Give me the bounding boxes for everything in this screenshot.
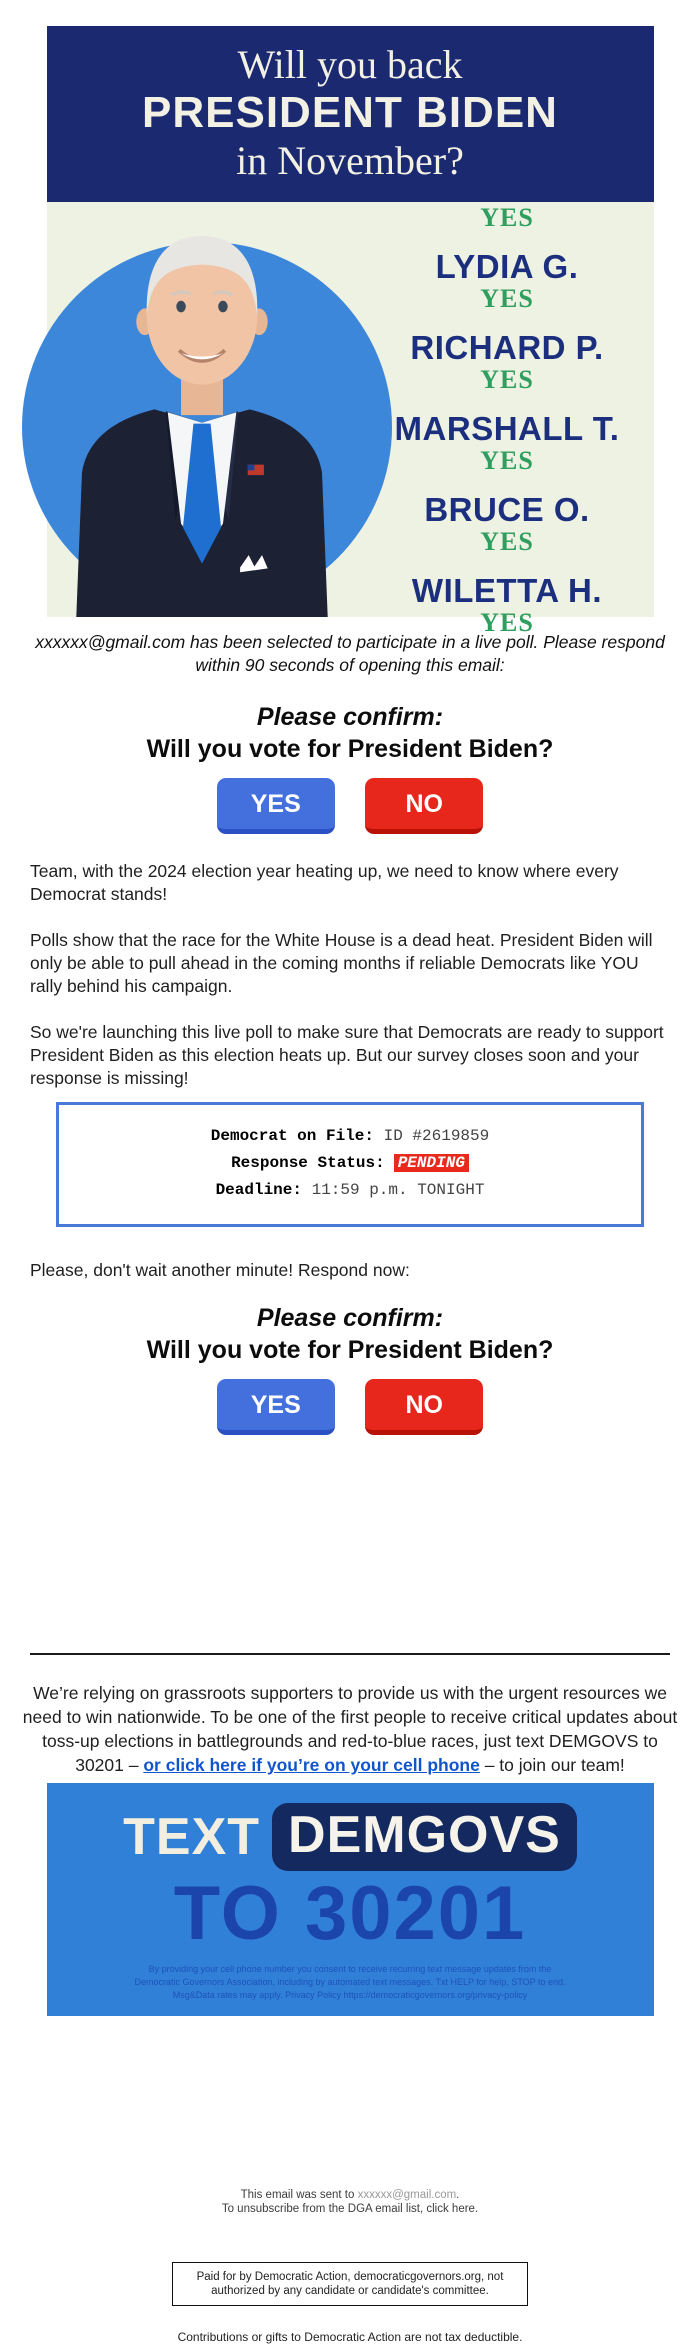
paragraph-3: So we're launching this live poll to make sure that Democrats are ready to support President Biden as this election heats up. But our survey closes soon and your response is missing! <box>30 1022 664 1088</box>
no-button-2[interactable]: NO <box>365 1379 483 1435</box>
headline-banner <box>47 26 654 202</box>
footer-sent-suffix: . <box>456 2189 460 2201</box>
poll-yes-label: YES <box>480 446 534 475</box>
sms-text-word: TEXT <box>123 1808 261 1866</box>
paragraph-1: Team, with the 2024 election year heating up, we need to know where every Democrat stands! <box>30 861 619 904</box>
sms-shortcode-line: TO 30201 <box>173 1871 527 1956</box>
poll-yes-label: YES <box>480 365 534 394</box>
confirm-question-2: Will you vote for President Biden? <box>146 1336 554 1364</box>
tax-deductible-note: Contributions or gifts to Democratic Action are not tax deductible. <box>177 2330 523 2344</box>
unsubscribe-prefix: To unsubscribe from the DGA email list, <box>221 2203 427 2215</box>
poll-buttons-row-1 <box>0 778 700 834</box>
urgency-line: Please, don't wait another minute! Respond now: <box>30 1260 410 1280</box>
cell-phone-link[interactable]: or click here if you’re on your cell phone <box>143 1755 480 1775</box>
section-divider <box>30 1653 670 1655</box>
sms-banner-row-1 <box>47 1803 654 1871</box>
headline-line-3: in November? <box>236 138 464 183</box>
yes-button-2[interactable]: YES <box>217 1379 335 1435</box>
poll-voter-name: BRUCE O. <box>424 491 590 528</box>
headline-line-1: Will you back <box>237 42 463 87</box>
no-button[interactable]: NO <box>365 778 483 834</box>
live-poll-name-list <box>365 202 650 654</box>
poll-voter-name: WILETTA H. <box>411 572 603 609</box>
deadline-value: 11:59 p.m. TONIGHT <box>301 1181 485 1199</box>
recipient-email: xxxxxx@gmail.com <box>357 2189 457 2201</box>
yes-button[interactable]: YES <box>217 778 335 834</box>
pending-status-badge: PENDING <box>394 1154 469 1172</box>
grassroots-paragraph <box>22 1681 678 1777</box>
sms-signup-banner[interactable] <box>47 1783 654 2016</box>
file-line-id <box>59 1123 641 1150</box>
footer-sent-prefix: This email was sent to <box>240 2189 358 2201</box>
confirm-heading-2: Please confirm: <box>256 1304 444 1332</box>
biden-eye-right <box>218 301 228 312</box>
poll-voter-name: RICHARD P. <box>410 329 604 366</box>
live-poll-notice: xxxxxx@gmail.com has been selected to participate in a live poll. Please respond within 90 seconds of opening this email: <box>35 632 665 675</box>
poll-yes-label: YES <box>480 527 534 556</box>
sms-fine-print: By providing your cell phone number you consent to receive recurring text message updates from the Democratic Governors Association, including by automated text messages. Txt HELP for help, STOP to end. Msg&Data rates may apply. Privacy Policy https://democraticgovernors.org/privacy-policy <box>134 1964 566 2000</box>
body-copy <box>30 860 670 1090</box>
biden-photo <box>57 217 347 617</box>
unsubscribe-link[interactable]: click here. <box>426 2203 479 2215</box>
response-status-label: Response Status: <box>231 1154 385 1172</box>
file-id-label: Democrat on File: <box>210 1127 374 1145</box>
confirm-heading: Please confirm: <box>256 703 444 731</box>
file-line-deadline <box>59 1177 641 1204</box>
deadline-label: Deadline: <box>215 1181 302 1199</box>
poll-voter-name: LYDIA G. <box>435 248 579 285</box>
footer-sent-line <box>0 2188 700 2202</box>
poll-buttons-row-2 <box>0 1379 700 1435</box>
headline-line-2: PRESIDENT BIDEN <box>142 88 558 137</box>
hero-image <box>47 202 654 637</box>
file-line-status <box>59 1150 641 1177</box>
biden-eye-left <box>176 301 186 312</box>
poll-voter-name: MARSHALL T. <box>394 410 620 447</box>
grassroots-text-after: – to join our team! <box>479 1755 625 1775</box>
poll-yes-label: YES <box>480 203 534 232</box>
confirm-question: Will you vote for President Biden? <box>146 735 554 763</box>
sms-keyword: DEMGOVS <box>288 1806 561 1864</box>
footer-unsubscribe-line <box>0 2202 700 2216</box>
footer-sent-block <box>0 2188 700 2216</box>
flag-pin-field <box>247 465 254 471</box>
democrat-on-file-box <box>56 1102 644 1227</box>
sms-keyword-pill <box>272 1803 577 1871</box>
file-id-value: ID #2619859 <box>374 1127 490 1145</box>
grassroots-text-before: We’re relying on grassroots supporters to provide us with the urgent resources we need to win nationwide. To be one of the first people to receive critical updates about toss-up elections in battlegrounds and red-to-blue races, just text DEMGOVS to 30201 – <box>22 1683 678 1775</box>
poll-yes-label: YES <box>480 608 534 637</box>
poll-yes-label: YES <box>480 284 534 313</box>
paragraph-2: Polls show that the race for the White House is a dead heat. President Biden will only be able to pull ahead in the coming months if reliable Democrats like YOU rally behind his campaign. <box>30 930 653 996</box>
paid-for-disclaimer-box: Paid for by Democratic Action, democraticgovernors.org, not authorized by any candidate or candidate's committee. <box>172 2262 528 2306</box>
